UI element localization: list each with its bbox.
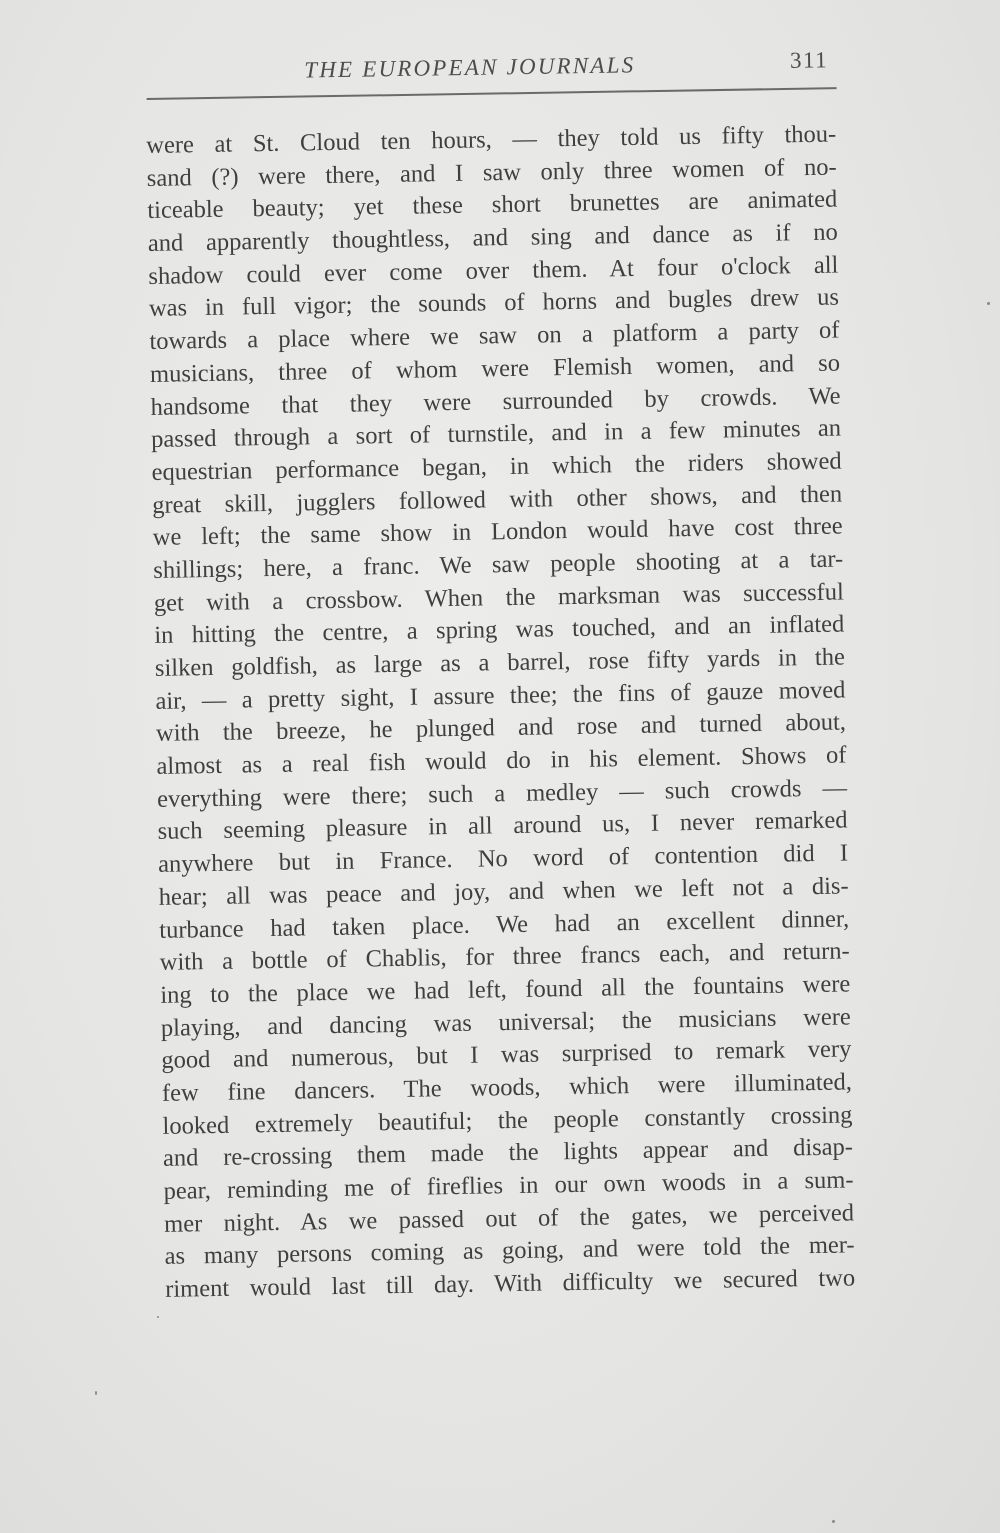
paper-speck [95,1391,97,1395]
text-line: equestrian performance began, in which the riders showed [151,447,842,486]
text-line: air, — a pretty sight, I assure thee; the fins of gauze moved [155,676,846,715]
text-line: such seeming pleasure in all around us, I never remarked [157,806,848,846]
text-line: ing to the place we had left, found all the fountains were [160,970,851,1009]
text-line: good and numerous, but I was surprised to remark very [161,1035,852,1075]
text-line: towards a place where we saw on a platform a party of [149,316,840,356]
text-line: anywhere but in France. No word of contention did I [157,839,849,879]
text-line: ticeable beauty; yet these short brunettes are animated [147,185,838,225]
text-line: mer night. As we passed out of the gates, we perceived [163,1199,855,1238]
text-line: everything were there; such a medley — such crowds — [156,774,848,813]
running-head: THE EUROPEAN JOURNALS [304,52,636,83]
text-line: were at St. Cloud ten hours, — they told us fifty thou- [146,120,837,159]
header-rule [147,87,837,100]
text-line: riment would last till day. With difficulty we secured two [165,1264,856,1303]
text-line: great skill, jugglers followed with other shows, and then [151,480,843,519]
text-line: sand (?) were there, and I saw only three women of no- [146,153,837,192]
paper-speck [987,302,990,305]
text-line: few fine dancers. The woods, which were illuminated, [161,1068,853,1107]
text-line: handsome that they were surrounded by crowds. We [150,382,841,421]
text-line: pear, reminding me of fireflies in our own woods in a sum- [163,1166,854,1205]
text-line: we left; the same show in London would have cost three [152,512,843,552]
text-line: get with a crossbow. When the marksman was successful [153,578,844,617]
text-line: as many persons coming as going, and were told the mer- [164,1231,855,1271]
text-line: with the breeze, he plunged and rose and turned about, [155,708,847,748]
paper-speck [832,1520,835,1523]
text-line: with a bottle of Chablis, for three francs each, and return- [159,937,850,977]
text-line: in hitting the centre, a spring was touched, and an inflated [154,610,845,650]
text-line: turbance had taken place. We had an excellent dinner, [159,904,850,944]
text-line: almost as a real fish would do in his element. Shows of [156,741,847,780]
text-line: shadow could ever come over them. At four o'clock all [148,251,839,290]
text-line: and re-crossing them made the lights appear and disap- [162,1133,854,1173]
page-number: 311 [789,47,829,73]
page-header [146,47,837,102]
text-line: musicians, three of whom were Flemish women, and so [149,349,841,388]
text-line: and apparently thoughtless, and sing and dance as if no [147,218,839,258]
paper-speck [157,1316,159,1318]
text-line: looked extremely beautiful; the people constantly crossing [162,1101,853,1140]
text-line: silken goldfish, as large as a barrel, rose fifty yards in the [154,643,846,682]
text-line: hear; all was peace and joy, and when we left not a dis- [158,872,849,911]
text-line: passed through a sort of turnstile, and in a few minutes an [150,414,842,454]
text-line: shillings; here, a franc. We saw people shooting at a tar- [153,545,844,584]
text-line: was in full vigor; the sounds of horns and bugles drew us [148,283,840,323]
body-text [146,118,865,1306]
text-line: playing, and dancing was universal; the musicians were [160,1003,852,1042]
